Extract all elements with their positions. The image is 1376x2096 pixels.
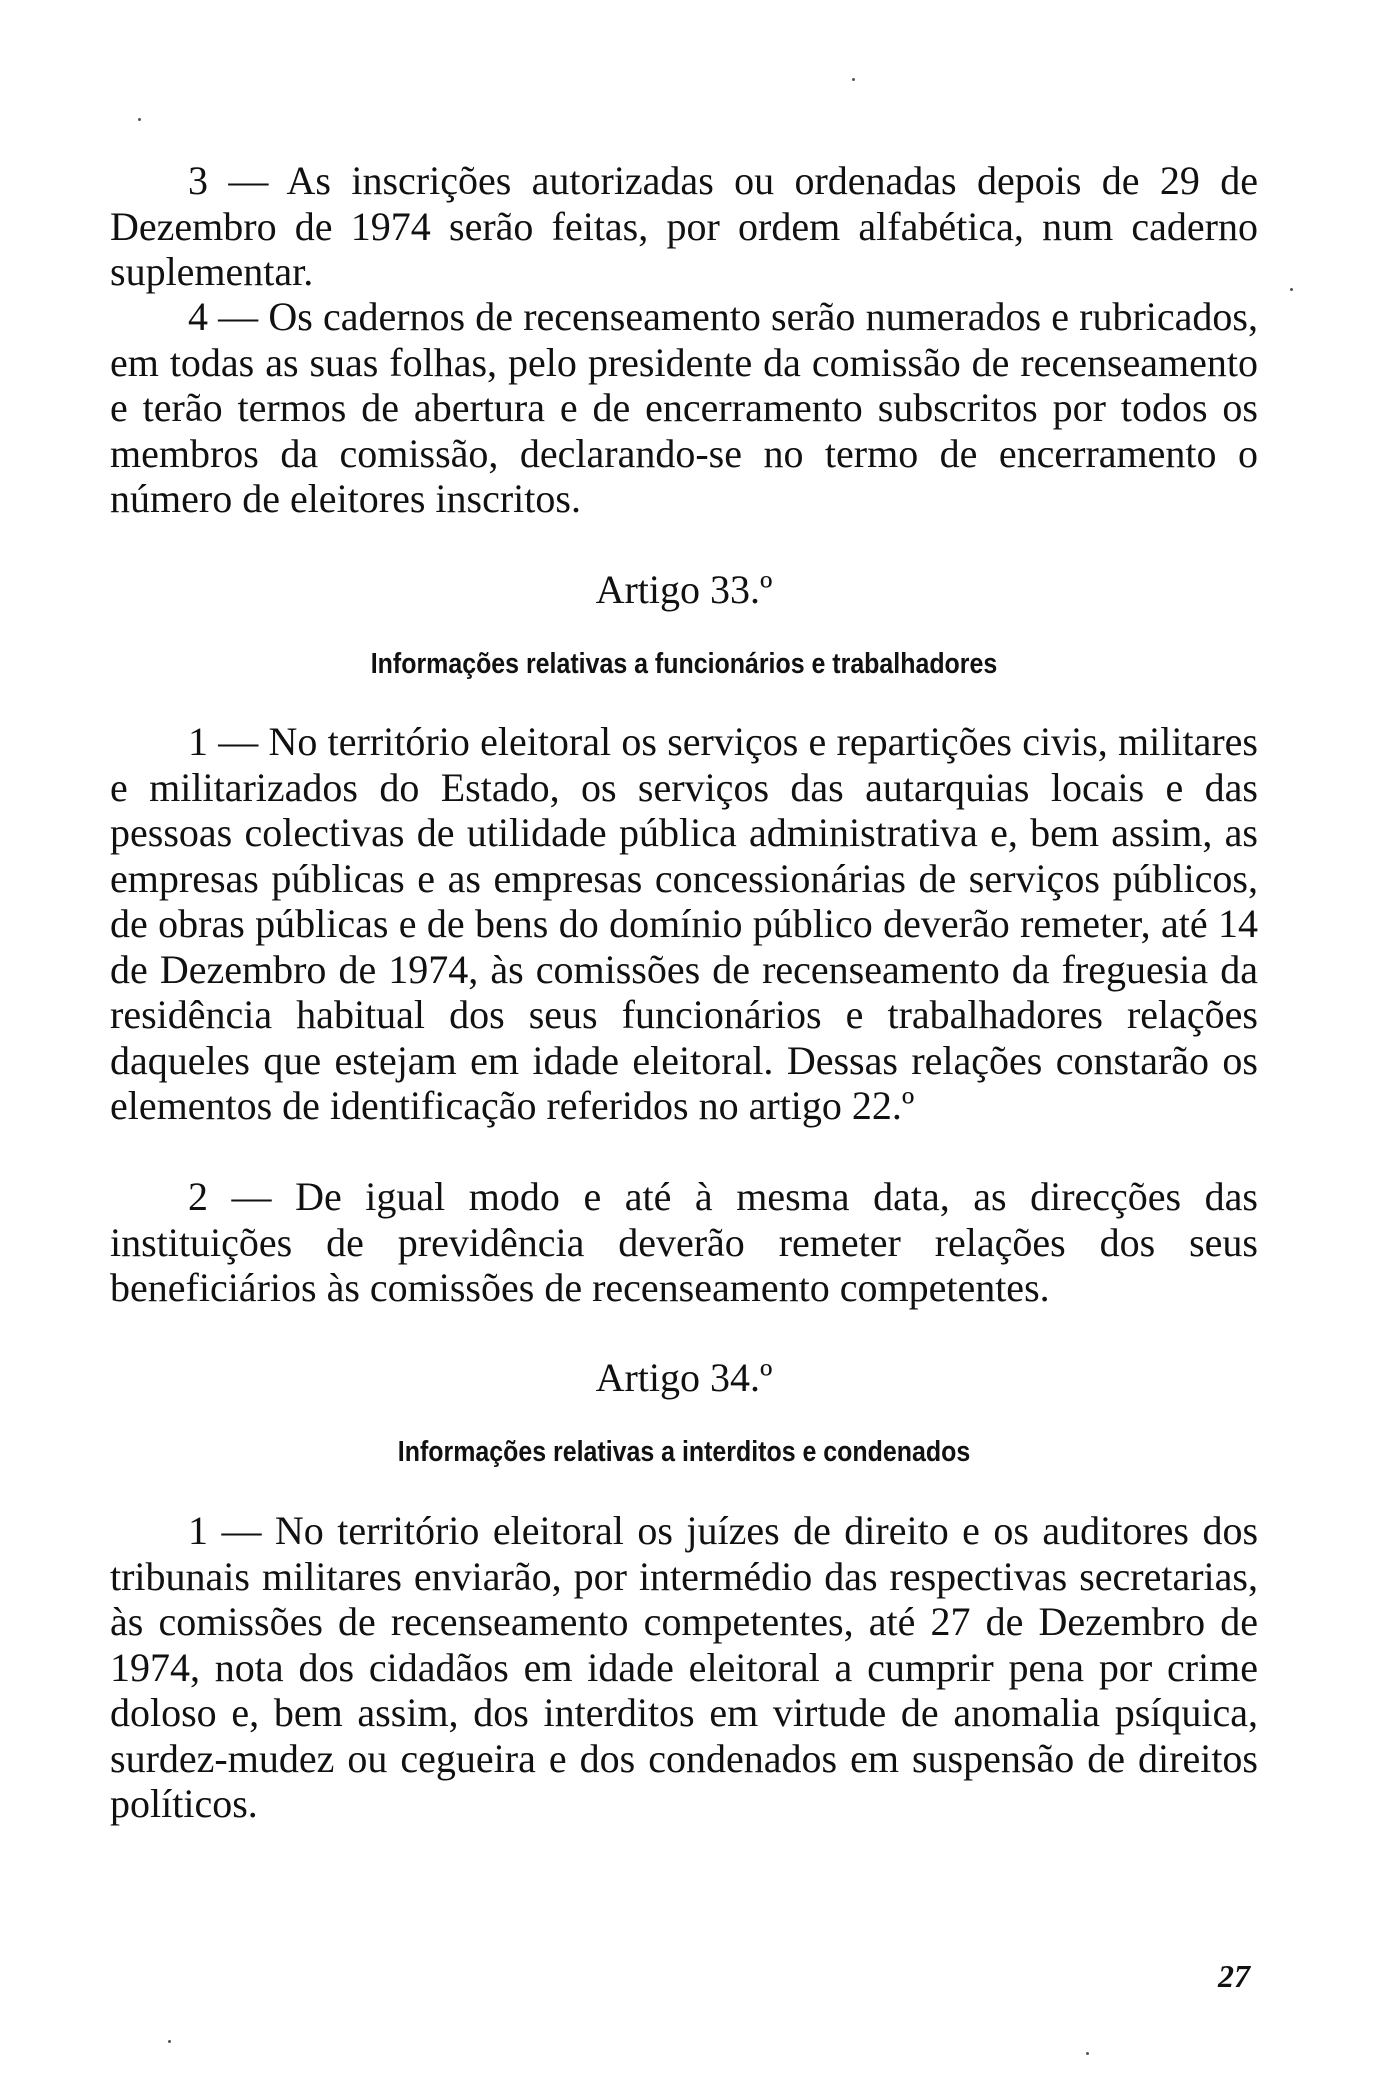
paragraph-number: 1 — (188, 1508, 275, 1553)
paragraph-number: 2 — (188, 1174, 296, 1219)
scan-speck (852, 78, 855, 81)
paragraph-text: De igual modo e até à mesma data, as direcções das instituições de previdência deverão remeter relações dos seus beneficiários às comissões de recenseamento competentes. (110, 1174, 1258, 1310)
scan-speck (138, 118, 141, 121)
scan-speck (1086, 2052, 1089, 2055)
article-heading: Informações relativas a funcionários e trabalhadores (370, 648, 998, 680)
paragraph-text: Os cadernos de recenseamento serão numerados e rubricados, em todas as suas folhas, pelo presidente da comissão de recenseamento e terão termos de abertura e de encerramento subscritos por todos os membros da comissão, declarando-se no termo de encerramento o número de eleitores inscritos. (110, 294, 1258, 521)
scan-speck (1290, 288, 1293, 291)
article-heading: Informações relativas a interditos e condenados (397, 1436, 971, 1468)
paragraph-number: 4 — (188, 294, 269, 339)
paragraph-text: No território eleitoral os serviços e repartições civis, militares e militarizados do Estado, os serviços das autarquias locais e das pessoas colectivas de utilidade pública administrativa e, bem assim, as empresas públicas e as empresas concessionárias de serviços públicos, de obras públicas e de bens do domínio público deverão remeter, até 14 de Dezembro de 1974, às comissões de recenseamento da freguesia da residência habitual dos seus funcionários e trabalhadores relações daqueles que estejam em idade eleitoral. Dessas relações constarão os elementos de identificação referidos no artigo 22.º (110, 719, 1258, 1128)
article-34-heading-wrap (110, 1434, 1258, 1470)
article-33-heading-wrap (110, 646, 1258, 682)
paragraph-number: 1 — (188, 719, 269, 764)
article-34 (110, 1355, 1258, 1401)
paragraph-art33-2 (110, 1174, 1258, 1311)
article-title: Artigo 33.º (595, 567, 773, 612)
paragraph-number: 3 — (188, 158, 287, 203)
paragraph-art32-3 (110, 158, 1258, 295)
paragraph-art34-1 (110, 1508, 1258, 1827)
scan-speck (168, 2040, 171, 2043)
paragraph-text: As inscrições autorizadas ou ordenadas depois de 29 de Dezembro de 1974 serão feitas, por ordem alfabética, num caderno suplementar. (110, 158, 1258, 294)
paragraph-art32-4 (110, 294, 1258, 522)
page-number: 27 (1218, 1958, 1250, 1994)
paragraph-art33-1 (110, 719, 1258, 1129)
paragraph-text: No território eleitoral os juízes de direito e os auditores dos tribunais militares enviarão, por intermédio das respectivas secretarias, às comissões de recenseamento competentes, até 27 de Dezembro de 1974, nota dos cidadãos em idade eleitoral a cumprir pena por crime doloso e, bem assim, dos interditos em virtude de anomalia psíquica, surdez-mudez ou cegueira e dos condenados em suspensão de direitos políticos. (110, 1508, 1259, 1826)
article-title: Artigo 34.º (595, 1355, 773, 1400)
article-33 (110, 567, 1258, 613)
